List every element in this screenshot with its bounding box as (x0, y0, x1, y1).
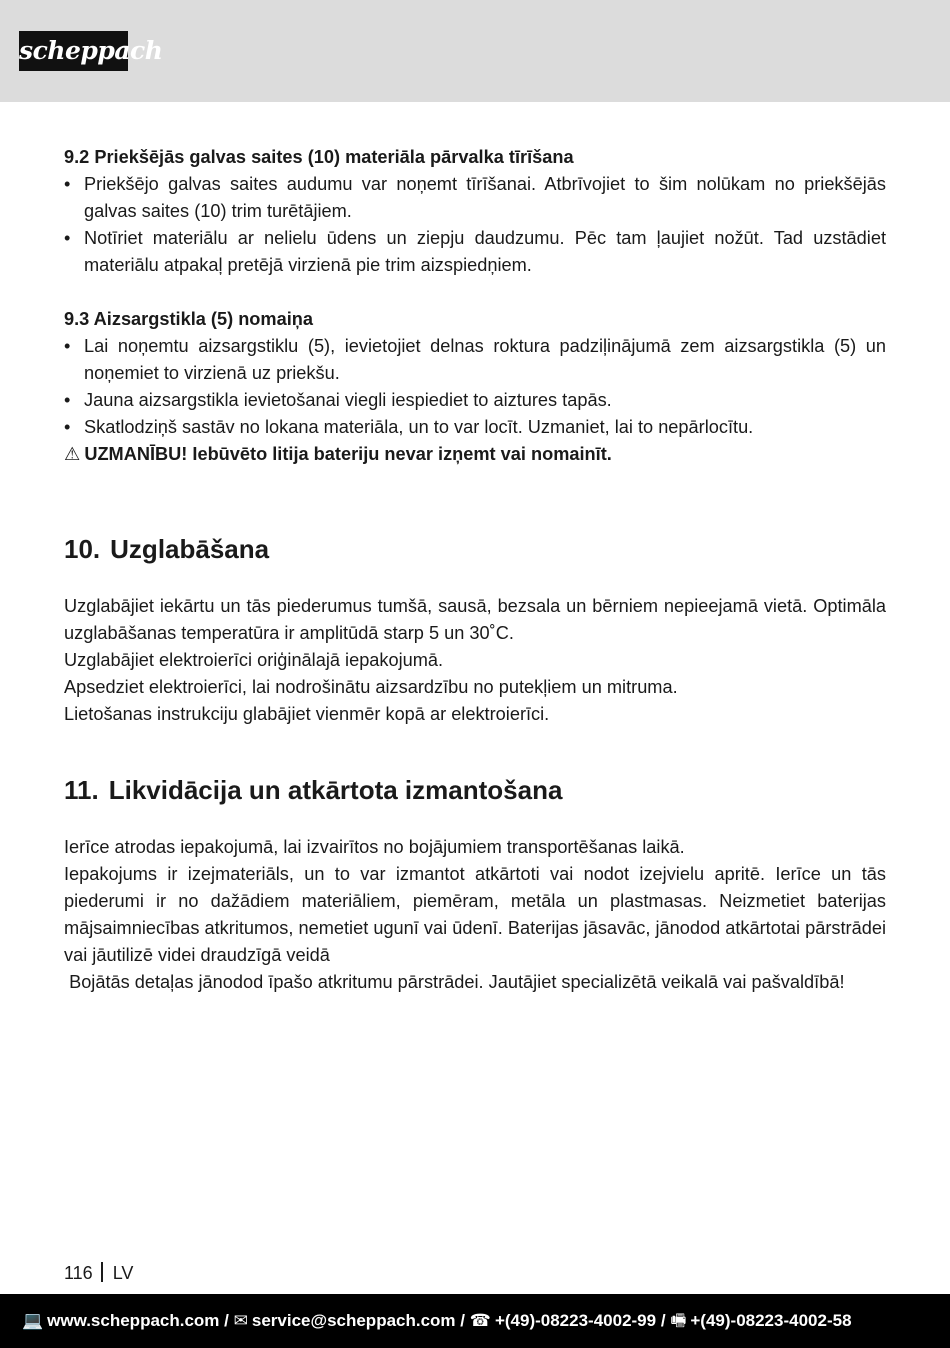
computer-icon: 💻 (22, 1311, 44, 1330)
page-number-value: 116 (64, 1263, 93, 1283)
footer-contacts (22, 1294, 852, 1348)
heading-9-3: 9.3 Aizsargstikla (5) nomaiņa (64, 309, 313, 329)
phone-number: +(49)-08223-4002-99 (494, 1311, 657, 1330)
section-10-heading (64, 533, 886, 565)
list-item: • Lai noņemtu aizsargstiklu (5), ievietojiet delnas roktura padziļinājumā zem aizsargstikla (5) un noņemiet to virzienā uz priekšu. (64, 333, 886, 387)
warning-note (64, 441, 886, 468)
fax-icon: 🖷 (670, 1311, 687, 1330)
paragraph: Apsedziet elektroierīci, lai nodrošinātu aizsardzību no putekļiem un mitruma. (64, 677, 678, 697)
section-title: Likvidācija un atkārtota izmantošana (108, 775, 563, 805)
fax-number: +(49)-08223-4002-58 (690, 1311, 852, 1330)
page-footer (0, 1294, 950, 1348)
heading-9-2: 9.2 Priekšējās galvas saites (10) materiāla pārvalka tīrīšana (64, 147, 574, 167)
page-content (64, 144, 886, 996)
page-header (0, 0, 950, 102)
paragraph: Iepakojums ir izejmateriāls, un to var izmantot atkārtoti vai nodot izejvielu apritē. Ierīce un tās piederumi ir no dažādiem materiāliem, piemēram, metāla un plastmasas. Neizmetiet baterijas mājsaimniecības atkritumos, nemetiet ugunī vai ūdenī. Baterijas jāsavāc, jānodod atkārtotai pārstrādei vai jāutilizē videi draudzīgā veidā (64, 864, 886, 965)
section-11-heading (64, 774, 886, 806)
paragraph: Uzglabājiet iekārtu un tās piederumus tumšā, sausā, bezsala un bērniem nepieejamā vietā. Optimāla uzglabāšanas temperatūra ir amplitūdā starp 5 un 30˚C. (64, 596, 886, 643)
spacer (64, 279, 886, 306)
paragraph: Bojātās detaļas jānodod īpašo atkritumu pārstrādei. Jautājiet specializētā veikalā vai pašvaldībā! (64, 972, 845, 992)
footer-separator: / (460, 1311, 466, 1330)
mail-icon: ✉ (233, 1311, 248, 1330)
email-link[interactable]: service@scheppach.com (251, 1311, 456, 1330)
paragraph: Ierīce atrodas iepakojumā, lai izvairītos no bojājumiem transportēšanas laikā. (64, 837, 685, 857)
section-title: Uzglabāšana (110, 534, 270, 564)
list-item: • Priekšējo galvas saites audumu var noņemt tīrīšanai. Atbrīvojiet to šim nolūkam no priekšējās galvas saites (10) trim turētājiem. (64, 171, 886, 225)
website-link[interactable]: www.scheppach.com (47, 1311, 220, 1330)
page-number (64, 1261, 133, 1285)
page-language: LV (112, 1263, 134, 1283)
section-number: 11. (64, 775, 99, 805)
list-9-3 (64, 333, 886, 441)
phone-icon: ☎ (469, 1311, 491, 1330)
paragraph: Uzglabājiet elektroierīci oriģinālajā iepakojumā. (64, 650, 444, 670)
list-item: • Notīriet materiālu ar nelielu ūdens un ziepju daudzumu. Pēc tam ļaujiet nožūt. Tad uzstādiet materiālu atpakaļ pretējā virzienā pie trim aizspiedņiem. (64, 225, 886, 279)
paragraph: Lietošanas instrukciju glabājiet vienmēr kopā ar elektroierīci. (64, 704, 550, 724)
warning-triangle-icon: ⚠ (64, 444, 81, 464)
divider (101, 1262, 103, 1282)
list-9-2 (64, 171, 886, 279)
warning-text: UZMANĪBU! Iebūvēto litija bateriju nevar izņemt vai nomainīt. (84, 444, 612, 464)
scheppach-logo: scheppach (19, 31, 128, 71)
footer-separator: / (660, 1311, 666, 1330)
section-number: 10. (64, 534, 101, 564)
list-item: • Skatlodziņš sastāv no lokana materiāla, un to var locīt. Uzmaniet, lai to nepārlocītu. (64, 414, 886, 441)
footer-separator: / (224, 1311, 229, 1330)
list-item: • Jauna aizsargstikla ievietošanai viegli iespiediet to aiztures tapās. (64, 387, 886, 414)
